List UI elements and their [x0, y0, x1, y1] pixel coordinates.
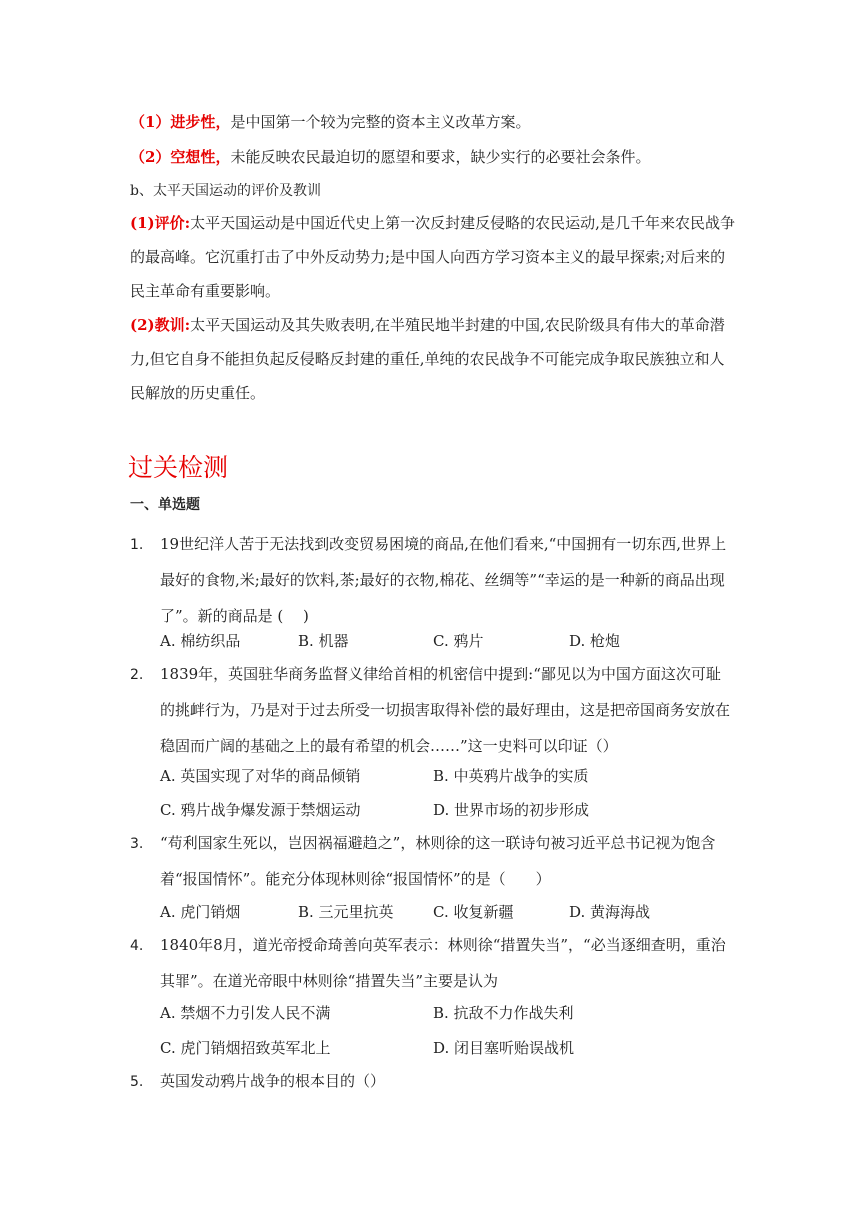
question-5-number: 5.	[130, 1074, 144, 1090]
question-1-option-c: C. 鸦片	[433, 632, 484, 650]
section-title: 过关检测	[128, 453, 229, 482]
question-1-number: 1.	[130, 537, 144, 553]
question-1-text: 19世纪洋人苦于无法找到改变贸易困境的商品,在他们看来,“中国拥有一切东西,世界上最好的食物,米;最好的饮料,茶;最好的衣物,棉花、丝绸等”“幸运的是一种新的商品出现了”。新的商品是 ( )	[160, 535, 727, 625]
heading-b: b、太平天国运动的评价及教训	[130, 183, 321, 199]
evaluation-text: 太平天国运动是中国近代史上第一次反封建反侵略的农民运动,是几千年来农民战争的最高峰。它沉重打击了中外反动势力;是中国人向西方学习资本主义的最早探索;对后来的民主革命有重要影响。	[130, 214, 735, 300]
question-1-option-b: B. 机器	[298, 632, 349, 650]
question-3-option-a: A. 虎门销烟	[160, 903, 241, 921]
section-subtitle: 一、单选题	[130, 497, 200, 513]
intro-item-1	[130, 111, 530, 132]
intro-item-2	[130, 146, 650, 167]
evaluation-label: (1)评价:	[130, 214, 191, 232]
question-2-option-a: A. 英国实现了对华的商品倾销	[160, 767, 361, 785]
evaluation-paragraph	[130, 206, 735, 308]
item-1-label: （1）进步性，	[130, 113, 231, 131]
item-2-label: （2）空想性，	[130, 148, 231, 166]
lesson-text: 太平天国运动及其失败表明,在半殖民地半封建的中国,农民阶级具有伟大的革命潜力,但它自身不能担负起反侵略反封建的重任,单纯的农民战争不可能完成争取民族独立和人民解放的历史重任。	[130, 316, 725, 402]
question-3-text: “苟利国家生死以，岂因祸福避趋之”，林则徐的这一联诗句被习近平总书记视为饱含着“报国情怀”。能充分体现林则徐“报国情怀”的是（ ）	[160, 834, 716, 888]
lesson-label: (2)教训:	[130, 316, 191, 334]
item-2-text: 未能反映农民最迫切的愿望和要求，缺少实行的必要社会条件。	[230, 148, 651, 166]
question-1-option-d: D. 枪炮	[569, 632, 621, 650]
question-2-option-c: C. 鸦片战争爆发源于禁烟运动	[160, 801, 361, 819]
question-5-text: 英国发动鸦片战争的根本目的（）	[160, 1072, 386, 1090]
question-3-option-b: B. 三元里抗英	[298, 903, 394, 921]
lesson-paragraph	[130, 308, 735, 410]
question-2-option-d: D. 世界市场的初步形成	[433, 801, 590, 819]
question-4-option-d: D. 闭目塞听贻误战机	[433, 1039, 575, 1057]
question-2-text: 1839年，英国驻华商务监督义律给首相的机密信中提到:“鄙见以为中国方面这次可耻的挑衅行为，乃是对于过去所受一切损害取得补偿的最好理由，这是把帝国商务安放在稳固而广阔的基础之上的最有希望的机会……”这一史料可以印证（）	[160, 665, 731, 755]
question-4-number: 4.	[130, 938, 144, 954]
question-3-option-d: D. 黄海海战	[569, 903, 651, 921]
question-4-option-c: C. 虎门销烟招致英军北上	[160, 1039, 331, 1057]
question-3-number: 3.	[130, 836, 144, 852]
question-2-option-b: B. 中英鸦片战争的实质	[433, 767, 589, 785]
question-4-option-a: A. 禁烟不力引发人民不满	[160, 1004, 331, 1022]
question-4-text: 1840年8月，道光帝授命琦善向英军表示：林则徐“措置失当”，“必当逐细查明，重治其罪”。在道光帝眼中林则徐“措置失当”主要是认为	[160, 936, 726, 990]
question-1-option-a: A. 棉纺织品	[160, 632, 241, 650]
question-4-option-b: B. 抗敌不力作战失利	[433, 1004, 574, 1022]
item-1-text: 是中国第一个较为完整的资本主义改革方案。	[230, 113, 531, 131]
question-2-number: 2.	[130, 667, 144, 683]
question-3-option-c: C. 收复新疆	[433, 903, 514, 921]
